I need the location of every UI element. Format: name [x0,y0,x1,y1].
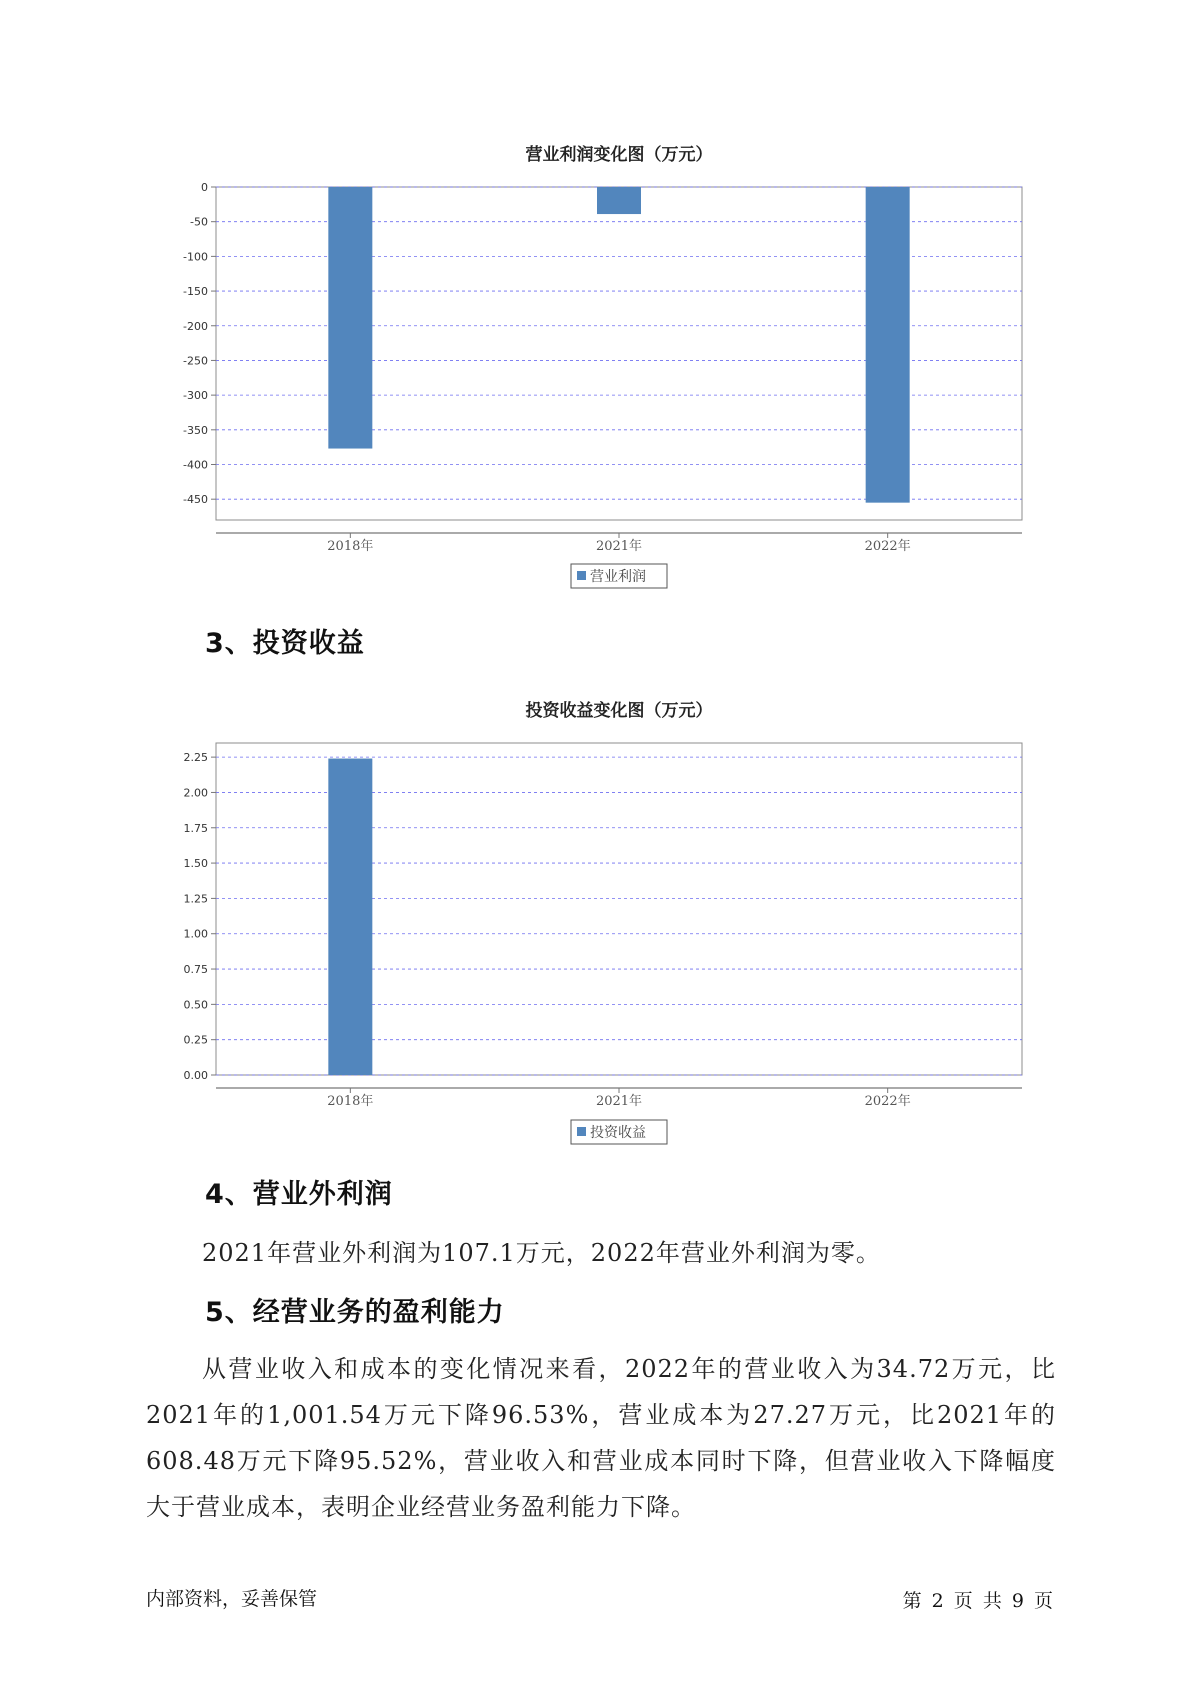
x-category-label: 2022年 [864,1094,911,1109]
legend-label: 营业利润 [590,569,646,585]
section-5-heading: 5、经营业务的盈利能力 [205,1297,505,1328]
y-tick-label: 1.75 [183,821,208,835]
section-4-heading: 4、营业外利润 [205,1179,393,1210]
y-tick-label: 1.00 [183,927,208,941]
y-tick-label: -350 [183,423,208,437]
x-category-label: 2021年 [595,539,643,554]
legend-swatch [577,1127,586,1136]
x-category-label: 2021年 [595,1094,643,1109]
y-tick-label: -200 [183,319,208,333]
y-tick-label: -400 [183,458,208,472]
footer-confidential-note: 内部资料，妥善保管 [146,1588,318,1610]
y-tick-label: 0.50 [183,998,208,1012]
section-3-heading: 3、投资收益 [205,628,365,659]
chart-title: 投资收益变化图（万元） [525,701,713,721]
chart-title: 营业利润变化图（万元） [525,145,713,165]
y-tick-label: 0 [201,181,208,194]
y-tick-label: 1.50 [183,857,208,871]
section-5-paragraph: 从营业收入和成本的变化情况来看，2022年的营业收入为34.72万元，比2021年的1,001.54万元下降96.53%，营业成本为27.27万元，比2021年的608.48万元下降95.52%，营业收入和营业成本同时下降，但营业收入下降幅度大于营业成本，表明企业经营业务盈利能力下降。 [146,1355,1056,1521]
x-category-label: 2022年 [864,539,911,554]
y-tick-label: -250 [183,354,208,368]
x-category-label: 2018年 [327,1094,374,1109]
bar [328,759,372,1075]
y-tick-label: 2.25 [183,751,208,765]
x-category-label: 2018年 [327,539,374,554]
y-tick-label: -50 [190,215,208,229]
y-tick-label: -450 [183,493,208,507]
y-tick-label: 0.25 [183,1033,208,1047]
y-tick-label: 0.75 [183,963,208,977]
legend-label: 投资收益 [590,1125,646,1141]
y-tick-label: 0.00 [183,1069,208,1082]
y-tick-label: -300 [183,389,208,403]
section-4-paragraph: 2021年营业外利润为107.1万元，2022年营业外利润为零。 [202,1239,881,1267]
y-tick-label: -150 [183,285,208,299]
y-tick-label: 1.25 [183,892,208,906]
y-tick-label: -100 [183,250,208,264]
y-tick-label: 2.00 [183,786,208,800]
footer-page-number: 第 2 页 共 9 页 [902,1590,1055,1612]
